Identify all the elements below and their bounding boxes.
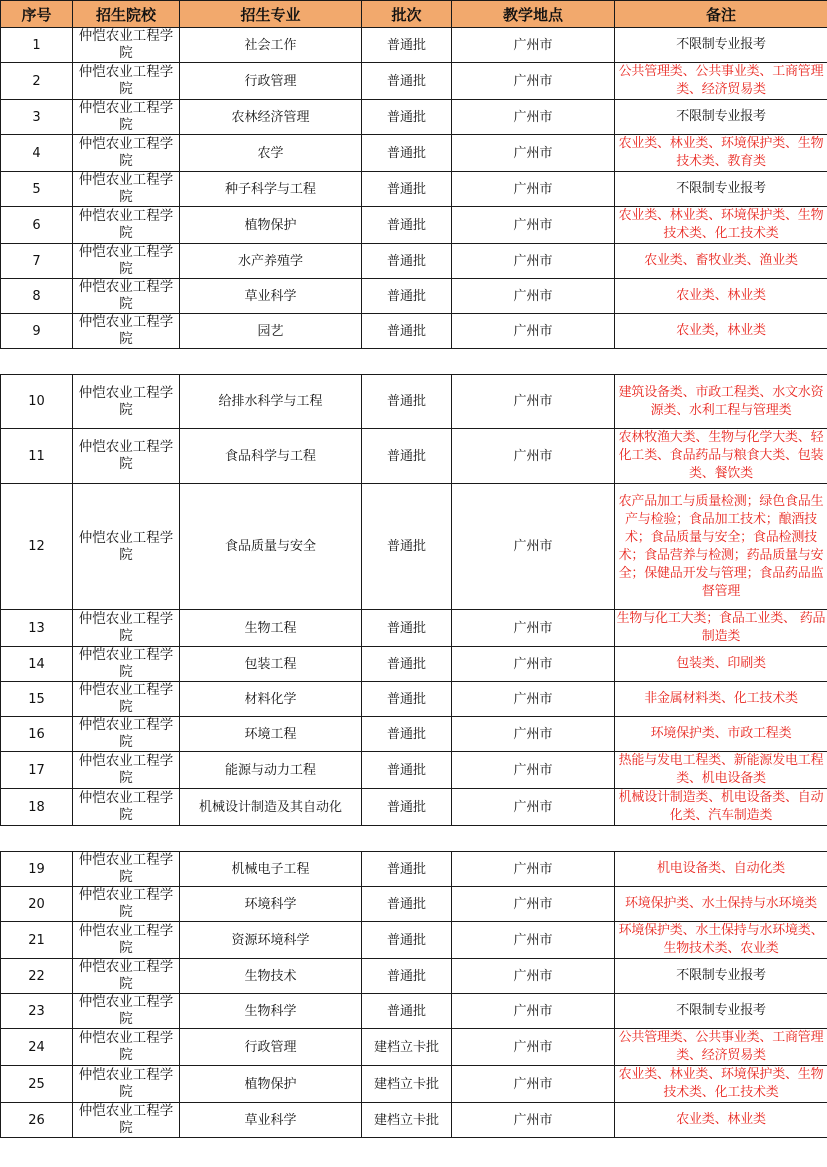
row-index: 12 <box>1 484 73 610</box>
note-cell: 公共管理类、公共事业类、工商管理类、经济贸易类 <box>615 1029 827 1066</box>
table-body <box>1 28 827 1138</box>
school-cell: 仲恺农业工程学院 <box>73 1103 180 1138</box>
row-index: 21 <box>1 922 73 959</box>
table-row <box>1 717 827 752</box>
row-index: 16 <box>1 717 73 752</box>
row-index: 3 <box>1 100 73 135</box>
table-row <box>1 682 827 717</box>
batch-cell: 普通批 <box>362 375 452 429</box>
row-index: 14 <box>1 647 73 682</box>
school-cell: 仲恺农业工程学院 <box>73 279 180 314</box>
school-cell: 仲恺农业工程学院 <box>73 135 180 172</box>
batch-cell: 普通批 <box>362 922 452 959</box>
major-cell: 食品科学与工程 <box>180 429 362 484</box>
note-cell: 机械设计制造类、机电设备类、自动化类、汽车制造类 <box>615 789 827 826</box>
major-cell: 行政管理 <box>180 1029 362 1066</box>
batch-cell: 普通批 <box>362 887 452 922</box>
major-cell: 环境工程 <box>180 717 362 752</box>
table-header-row <box>1 1 827 28</box>
table-row <box>1 959 827 994</box>
school-cell: 仲恺农业工程学院 <box>73 994 180 1029</box>
major-cell: 食品质量与安全 <box>180 484 362 610</box>
table-row <box>1 994 827 1029</box>
table-row <box>1 135 827 172</box>
major-cell: 植物保护 <box>180 207 362 244</box>
location-cell: 广州市 <box>452 484 615 610</box>
note-cell: 不限制专业报考 <box>615 959 827 994</box>
table-row <box>1 244 827 279</box>
note-cell: 包装类、印刷类 <box>615 647 827 682</box>
row-index: 15 <box>1 682 73 717</box>
batch-cell: 普通批 <box>362 172 452 207</box>
batch-cell: 普通批 <box>362 135 452 172</box>
location-cell: 广州市 <box>452 244 615 279</box>
table-row <box>1 429 827 484</box>
location-cell: 广州市 <box>452 279 615 314</box>
note-cell: 机电设备类、自动化类 <box>615 852 827 887</box>
school-cell: 仲恺农业工程学院 <box>73 887 180 922</box>
header-major: 招生专业 <box>180 1 362 28</box>
note-cell: 农业类、林业类、环境保护类、生物技术类、教育类 <box>615 135 827 172</box>
location-cell: 广州市 <box>452 172 615 207</box>
row-index: 8 <box>1 279 73 314</box>
location-cell: 广州市 <box>452 429 615 484</box>
spacer-row <box>1 826 827 852</box>
header-batch: 批次 <box>362 1 452 28</box>
row-index: 25 <box>1 1066 73 1103</box>
major-cell: 能源与动力工程 <box>180 752 362 789</box>
batch-cell: 普通批 <box>362 994 452 1029</box>
location-cell: 广州市 <box>452 752 615 789</box>
note-cell: 农业类，林业类 <box>615 314 827 349</box>
note-cell: 环境保护类、水土保持与水环境类、生物技术类、农业类 <box>615 922 827 959</box>
row-index: 23 <box>1 994 73 1029</box>
row-index: 4 <box>1 135 73 172</box>
school-cell: 仲恺农业工程学院 <box>73 647 180 682</box>
row-index: 13 <box>1 610 73 647</box>
note-cell: 环境保护类、市政工程类 <box>615 717 827 752</box>
table-row <box>1 789 827 826</box>
row-index: 7 <box>1 244 73 279</box>
location-cell: 广州市 <box>452 63 615 100</box>
batch-cell: 普通批 <box>362 314 452 349</box>
school-cell: 仲恺农业工程学院 <box>73 100 180 135</box>
batch-cell: 建档立卡批 <box>362 1103 452 1138</box>
row-index: 10 <box>1 375 73 429</box>
major-cell: 植物保护 <box>180 1066 362 1103</box>
location-cell: 广州市 <box>452 100 615 135</box>
location-cell: 广州市 <box>452 647 615 682</box>
note-cell: 农业类、畜牧业类、渔业类 <box>615 244 827 279</box>
row-index: 6 <box>1 207 73 244</box>
table-row <box>1 1029 827 1066</box>
school-cell: 仲恺农业工程学院 <box>73 789 180 826</box>
major-cell: 农林经济管理 <box>180 100 362 135</box>
major-cell: 材料化学 <box>180 682 362 717</box>
major-cell: 种子科学与工程 <box>180 172 362 207</box>
school-cell: 仲恺农业工程学院 <box>73 244 180 279</box>
school-cell: 仲恺农业工程学院 <box>73 63 180 100</box>
location-cell: 广州市 <box>452 959 615 994</box>
batch-cell: 普通批 <box>362 244 452 279</box>
row-index: 18 <box>1 789 73 826</box>
spacer-cell <box>1 826 827 852</box>
major-cell: 草业科学 <box>180 1103 362 1138</box>
major-cell: 包装工程 <box>180 647 362 682</box>
note-cell: 农业类、林业类 <box>615 279 827 314</box>
note-cell: 建筑设备类、市政工程类、水文水资源类、水利工程与管理类 <box>615 375 827 429</box>
location-cell: 广州市 <box>452 135 615 172</box>
location-cell: 广州市 <box>452 789 615 826</box>
note-cell: 农产品加工与质量检测；绿色食品生产与检验；食品加工技术；酿酒技术；食品质量与安全；食品检测技术；食品营养与检测；药品质量与安全；保健品开发与管理；食品药品监督管理 <box>615 484 827 610</box>
note-cell: 农业类、林业类 <box>615 1103 827 1138</box>
school-cell: 仲恺农业工程学院 <box>73 717 180 752</box>
note-cell: 热能与发电工程类、新能源发电工程类、机电设备类 <box>615 752 827 789</box>
table-row <box>1 172 827 207</box>
major-cell: 资源环境科学 <box>180 922 362 959</box>
school-cell: 仲恺农业工程学院 <box>73 484 180 610</box>
batch-cell: 普通批 <box>362 752 452 789</box>
batch-cell: 普通批 <box>362 484 452 610</box>
note-cell: 不限制专业报考 <box>615 100 827 135</box>
school-cell: 仲恺农业工程学院 <box>73 1066 180 1103</box>
school-cell: 仲恺农业工程学院 <box>73 610 180 647</box>
table-row <box>1 610 827 647</box>
row-index: 11 <box>1 429 73 484</box>
spacer-row <box>1 349 827 375</box>
batch-cell: 普通批 <box>362 682 452 717</box>
batch-cell: 建档立卡批 <box>362 1066 452 1103</box>
location-cell: 广州市 <box>452 207 615 244</box>
batch-cell: 普通批 <box>362 789 452 826</box>
note-cell: 公共管理类、公共事业类、工商管理类、经济贸易类 <box>615 63 827 100</box>
major-cell: 行政管理 <box>180 63 362 100</box>
row-index: 19 <box>1 852 73 887</box>
major-cell: 给排水科学与工程 <box>180 375 362 429</box>
spacer-cell <box>1 349 827 375</box>
table-row <box>1 752 827 789</box>
note-cell: 农林牧渔大类、生物与化学大类、轻化工类、食品药品与粮食大类、包装类、餐饮类 <box>615 429 827 484</box>
major-cell: 生物科学 <box>180 994 362 1029</box>
note-cell: 不限制专业报考 <box>615 994 827 1029</box>
table-row <box>1 922 827 959</box>
note-cell: 环境保护类、水土保持与水环境类 <box>615 887 827 922</box>
batch-cell: 普通批 <box>362 100 452 135</box>
school-cell: 仲恺农业工程学院 <box>73 429 180 484</box>
location-cell: 广州市 <box>452 852 615 887</box>
table-row <box>1 1066 827 1103</box>
header-location: 教学地点 <box>452 1 615 28</box>
row-index: 24 <box>1 1029 73 1066</box>
note-cell: 农业类、林业类、环境保护类、生物技术类、化工技术类 <box>615 207 827 244</box>
table-row <box>1 375 827 429</box>
table-row <box>1 647 827 682</box>
batch-cell: 普通批 <box>362 63 452 100</box>
major-cell: 农学 <box>180 135 362 172</box>
major-cell: 草业科学 <box>180 279 362 314</box>
row-index: 1 <box>1 28 73 63</box>
major-cell: 社会工作 <box>180 28 362 63</box>
table-row <box>1 63 827 100</box>
school-cell: 仲恺农业工程学院 <box>73 959 180 994</box>
school-cell: 仲恺农业工程学院 <box>73 922 180 959</box>
table-row <box>1 28 827 63</box>
school-cell: 仲恺农业工程学院 <box>73 207 180 244</box>
location-cell: 广州市 <box>452 1029 615 1066</box>
table-row <box>1 887 827 922</box>
note-cell: 不限制专业报考 <box>615 172 827 207</box>
batch-cell: 普通批 <box>362 279 452 314</box>
location-cell: 广州市 <box>452 314 615 349</box>
batch-cell: 普通批 <box>362 610 452 647</box>
location-cell: 广州市 <box>452 610 615 647</box>
header-index: 序号 <box>1 1 73 28</box>
table-row <box>1 314 827 349</box>
batch-cell: 普通批 <box>362 207 452 244</box>
table-row <box>1 100 827 135</box>
table-row <box>1 852 827 887</box>
major-cell: 机械设计制造及其自动化 <box>180 789 362 826</box>
row-index: 2 <box>1 63 73 100</box>
major-cell: 水产养殖学 <box>180 244 362 279</box>
school-cell: 仲恺农业工程学院 <box>73 172 180 207</box>
header-school: 招生院校 <box>73 1 180 28</box>
batch-cell: 普通批 <box>362 852 452 887</box>
row-index: 5 <box>1 172 73 207</box>
batch-cell: 普通批 <box>362 28 452 63</box>
row-index: 20 <box>1 887 73 922</box>
batch-cell: 普通批 <box>362 717 452 752</box>
location-cell: 广州市 <box>452 682 615 717</box>
header-notes: 备注 <box>615 1 827 28</box>
table-row <box>1 279 827 314</box>
location-cell: 广州市 <box>452 375 615 429</box>
school-cell: 仲恺农业工程学院 <box>73 682 180 717</box>
school-cell: 仲恺农业工程学院 <box>73 375 180 429</box>
row-index: 22 <box>1 959 73 994</box>
row-index: 17 <box>1 752 73 789</box>
batch-cell: 普通批 <box>362 647 452 682</box>
major-cell: 生物技术 <box>180 959 362 994</box>
school-cell: 仲恺农业工程学院 <box>73 852 180 887</box>
table-row <box>1 207 827 244</box>
batch-cell: 建档立卡批 <box>362 1029 452 1066</box>
location-cell: 广州市 <box>452 922 615 959</box>
table-row <box>1 484 827 610</box>
location-cell: 广州市 <box>452 994 615 1029</box>
major-cell: 园艺 <box>180 314 362 349</box>
location-cell: 广州市 <box>452 887 615 922</box>
note-cell: 农业类、林业类、环境保护类、生物技术类、化工技术类 <box>615 1066 827 1103</box>
location-cell: 广州市 <box>452 28 615 63</box>
location-cell: 广州市 <box>452 717 615 752</box>
location-cell: 广州市 <box>452 1066 615 1103</box>
batch-cell: 普通批 <box>362 429 452 484</box>
row-index: 9 <box>1 314 73 349</box>
batch-cell: 普通批 <box>362 959 452 994</box>
school-cell: 仲恺农业工程学院 <box>73 752 180 789</box>
location-cell: 广州市 <box>452 1103 615 1138</box>
school-cell: 仲恺农业工程学院 <box>73 28 180 63</box>
note-cell: 非金属材料类、化工技术类 <box>615 682 827 717</box>
school-cell: 仲恺农业工程学院 <box>73 1029 180 1066</box>
major-cell: 生物工程 <box>180 610 362 647</box>
major-cell: 机械电子工程 <box>180 852 362 887</box>
note-cell: 不限制专业报考 <box>615 28 827 63</box>
major-cell: 环境科学 <box>180 887 362 922</box>
row-index: 26 <box>1 1103 73 1138</box>
school-cell: 仲恺农业工程学院 <box>73 314 180 349</box>
note-cell: 生物与化工大类；食品工业类、 药品制造类 <box>615 610 827 647</box>
table-row <box>1 1103 827 1138</box>
